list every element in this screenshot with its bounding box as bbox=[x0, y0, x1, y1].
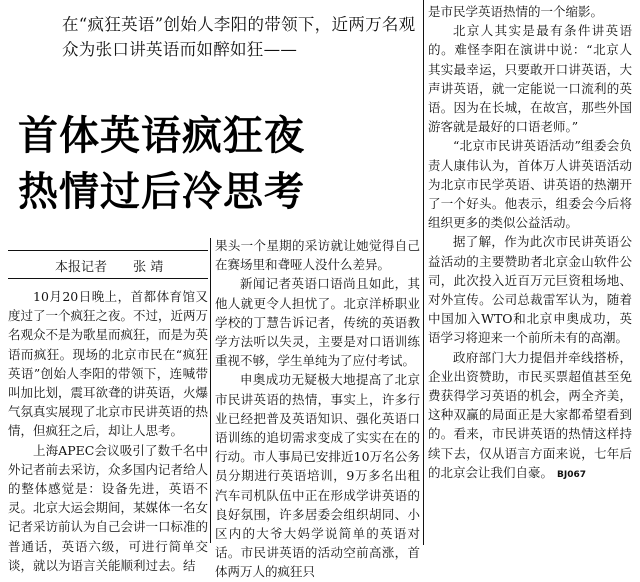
article-column-right bbox=[428, 2, 632, 485]
paragraph: 据了解，作为此次市民讲英语公益活动的主要赞助者北京金山软件公司，此次投入近百万元巨资租场地、对外宣传。公司总裁雷军认为，随着中国加入WTO和北京申奥成功，英语学习将迎来一个前所未有的高潮。 bbox=[428, 234, 632, 346]
footer-code: BJ067 bbox=[557, 469, 586, 480]
headline-line-1: 首体英语疯狂夜 bbox=[18, 113, 305, 159]
paragraph: “北京市民讲英语活动”组委会负责人康伟认为，首体万人讲英语活动为北京市民学英语、讲英语的热潮开了一个好头。他表示，组委会今后将组织更多的类似公益活动。 bbox=[428, 138, 632, 231]
paragraph-text: 政府部门大力提倡并牵线搭桥，企业出资赞助，市民买票超值甚至免费获得学习英语的机会，两全齐美，这种双赢的局面正是大家都希望看到的。看来，市民讲英语的热情这样持续下去，仅从语言方面来说，七年后的北京会让我们自豪。 bbox=[428, 349, 632, 480]
paragraph: 10月20日晚上，首都体育馆又度过了一个疯狂之夜。不过，近两万名观众不是为歌星而疯狂，而是为英语而疯狂。现场的北京市民在“疯狂英语”创始人李阳的带领下，连喊带叫加比划，震耳欲聋的讲英语，火爆气氛真实展现了北京市民讲英语的热情，但疯狂之后，却让人思考。 bbox=[8, 289, 209, 439]
article-column-middle bbox=[215, 236, 420, 582]
byline-author: 张 靖 bbox=[133, 260, 164, 275]
article-column-left bbox=[8, 287, 208, 575]
paragraph: 新闻记者英语口语尚且如此，其他人就更令人担忧了。北京洋桥职业学校的丁慧告诉记者，传统的英语教学方法听以失灵，主要是对口语训练重视不够，学生单纯为了应付考试。 bbox=[215, 276, 420, 369]
byline-rule-bottom bbox=[8, 278, 208, 279]
byline-label: 本报记者 bbox=[55, 260, 108, 275]
kicker-subtitle: 在“疯狂英语”创始人李阳的带领下，近两万名观众为张口讲英语而如醉如狂—— bbox=[62, 15, 416, 59]
byline bbox=[55, 256, 185, 275]
paragraph: 上海APEC会议吸引了数千名中外记者前去采访，众多国内记者给人的整体感觉是：设备先进，英语不灵。北京大运会期间，某媒体一名女记者采访前认为自己会讲一口标准的普通话，英语六级，可进行简单交谈，就以为语言关能顺利过去。结 bbox=[8, 442, 209, 573]
column-divider-right bbox=[423, 0, 424, 545]
column-divider-mid bbox=[210, 238, 211, 543]
headline bbox=[18, 108, 418, 220]
paragraph: 是市民学英语热情的一个缩影。 bbox=[428, 4, 604, 19]
byline-rule-top bbox=[8, 250, 208, 251]
headline-line-2: 热情过后冷思考 bbox=[18, 169, 305, 215]
paragraph bbox=[428, 348, 632, 485]
paragraph: 北京人其实是最有条件讲英语的。难怪李阳在演讲中说：“北京人其实最幸运，只要敢开口讲英语，大声讲英语，就一定能说一口流利的英语。因为在长城，在故宫，那些外国游客就是最好的口语老师。” bbox=[428, 23, 632, 135]
paragraph: 申奥成功无疑极大地提高了北京市民讲英语的热情，事实上，许多行业已经把普及英语知识、强化英语口语训练的追切需求变成了实实在在的行动。市人事局已安排近10万名公务员分期进行英语培训，9万多名出租汽车司机队伍中正在形成学讲英语的良好氛围，许多居委会组织胡同、小区内的大爷大妈学说简单的英语对话。市民讲英语的活动空前高涨，首体两万人的疯狂只 bbox=[215, 372, 420, 580]
paragraph: 果头一个星期的采访就让她觉得自己在赛场里和聋哑人没什么差异。 bbox=[215, 238, 420, 273]
